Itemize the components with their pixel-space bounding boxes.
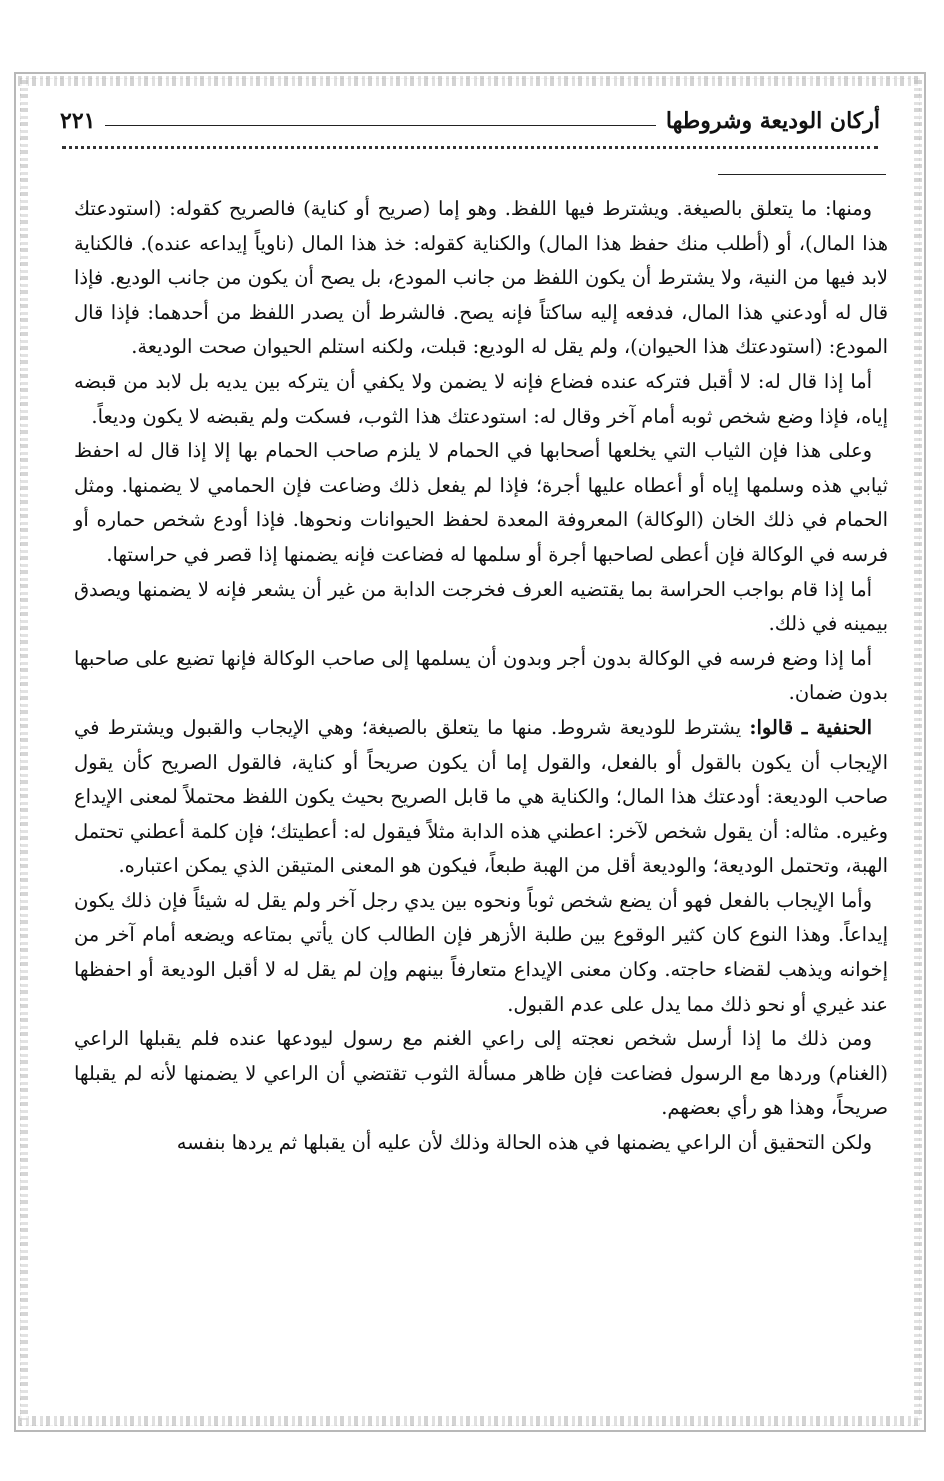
paragraph-hanafi (74, 711, 888, 884)
ornament-border-right (914, 80, 922, 1420)
paragraph: ومنها: ما يتعلق بالصيغة. ويشترط فيها اللفظ. وهو إما (صريح أو كناية) فالصريح كقوله: (استودعتك هذا المال)، أو (أطلب منك حفظ هذا المال) والكناية كقوله: خذ هذا المال (ناوياً إيداعه عنده). فالكناية لابد فيها من النية، ولا يشترط أن يكون اللفظ من جانب المودع، بل يصح أن يكون من جانب الوديع. فإذا قال له أودعني هذا المال، فدفعه إليه ساكتاً فإنه يصح. فالشرط أن يصدر اللفظ من أحدهما: فإذا قال المودع: (استودعتك هذا الحيوان)، ولم يقل له الوديع: قبلت، ولكنه استلم الحيوان صحت الوديعة. (74, 197, 888, 359)
section-rule (718, 174, 886, 175)
ornament-border-top (18, 76, 922, 86)
hanafi-text: يشترط للوديعة شروط. منها ما يتعلق بالصيغة؛ وهي الإيجاب والقبول ويشترط في الإيجاب أن يكون بالقول أو بالفعل، والقول إما أن يكون صريحاً أو كناية، فالقول الصريح كأن يقول صاحب الوديعة: أودعتك هذا المال؛ والكناية هي ما قابل الصريح بحيث يكون اللفظ محتملاً لمعنى الإيداع وغيره. مثاله: أن يقول شخص لآخر: اعطني هذه الدابة مثلاً فيقول له: أعطيتك؛ فإن كلمة أعطني تحتمل الهبة، وتحتمل الوديعة؛ والوديعة أقل من الهبة طبعاً، فيكون هو المعنى المتيقن الذي يمكن اعتباره. (74, 715, 888, 878)
paragraph: وأما الإيجاب بالفعل فهو أن يضع شخص ثوباً ونحوه بين يدي رجل آخر ولم يقل له شيئاً فإن ذلك يكون إيداعاً. وهذا النوع كان كثير الوقوع بين طلبة الأزهر فإن الطالب كان يأتي بمتاعه ويضعه أمام آخر من إخوانه ويذهب لقضاء حاجته. وكان معنى الإيداع متعارفاً بينهم وإن لم يقل له لا أقبل الوديعة أو احفظها عند غيري أو نحو ذلك مما يدل على عدم القبول. (74, 888, 888, 1016)
ornament-border-left (20, 80, 28, 1420)
paragraph: أما إذا قال له: لا أقبل فتركه عنده فضاع فإنه لا يضمن ولا يكفي أن يتركه بين يديه بل لابد من قبضه إياه، فإذا وضع شخص ثوبه أمام آخر وقال له: استودعتك هذا الثوب، فسكت ولم يقبضه لا يكون وديعاً. (74, 369, 888, 428)
paragraph: أما إذا قام بواجب الحراسة بما يقتضيه العرف فخرجت الدابة من غير أن يشعر فإنه لا يضمنها ويصدق بيمينه في ذلك. (74, 577, 888, 636)
body-text (74, 192, 888, 1161)
paragraph: وعلى هذا فإن الثياب التي يخلعها أصحابها في الحمام لا يلزم صاحب الحمام بها إلا إذا قال له احفظ ثيابي هذه وسلمها إياه أو أعطاه عليها أجرة؛ فإذا لم يفعل ذلك وضاعت فإن الحمامي لا يضمنها. ومثل الحمام في ذلك الخان (الوكالة) المعروفة المعدة لحفظ الحيوانات ونحوها. فإذا أودع شخص حماره أو فرسه في الوكالة فإن أعطى لصاحبها أجرة أو سلمها له فضاعت فإنه يضمنها إذا قصر في حراستها. (74, 439, 888, 566)
ornament-border-bottom (18, 1416, 922, 1426)
dotted-divider (62, 146, 878, 157)
page-number: ٢٢١ (60, 108, 96, 134)
paragraph: ولكن التحقيق أن الراعي يضمنها في هذه الحالة وذلك لأن عليه أن يقبلها ثم يردها بنفسه (176, 1131, 872, 1155)
paragraph: ومن ذلك ما إذا أرسل شخص نعجته إلى راعي الغنم مع رسول ليودعها عنده فلم يقبلها الراعي (الغنام) وردها مع الرسول فضاعت فإن ظاهر مسألة الثوب تقتضي أن الراعي لا يضمنها لأنه لم يقبلها صريحاً، وهذا هو رأي بعضهم. (74, 1027, 888, 1120)
running-title: أركان الوديعة وشروطها (665, 108, 880, 134)
page-header (60, 104, 880, 138)
hanafi-label: الحنفية ـ قالوا: (749, 715, 872, 739)
header-rule (105, 125, 655, 126)
paragraph: أما إذا وضع فرسه في الوكالة بدون أجر وبدون أن يسلمها إلى صاحب الوكالة فإنها تضيع على صاحبها بدون ضمان. (74, 646, 888, 705)
